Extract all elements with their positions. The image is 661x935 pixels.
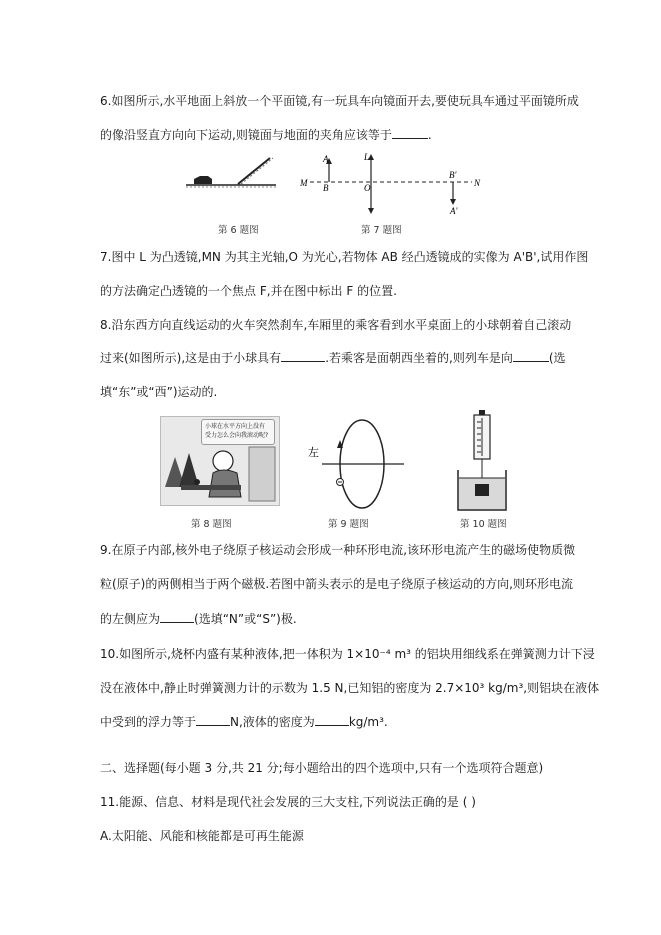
answer-blank bbox=[281, 350, 325, 362]
answer-blank bbox=[513, 350, 549, 362]
answer-blank bbox=[392, 127, 428, 139]
table-surface bbox=[181, 485, 241, 490]
passenger-body bbox=[209, 470, 241, 497]
figure-7-lens-diagram bbox=[296, 150, 486, 220]
plane-mirror bbox=[238, 158, 270, 184]
scale-hook-top bbox=[479, 410, 485, 415]
figure-10-spring-scale-beaker bbox=[452, 410, 512, 516]
q8-line-2: 过来(如图所示),这是由于小球具有 .若乘客是面朝西坐着的,则列车是向 (选 bbox=[100, 351, 566, 365]
label-N: N bbox=[474, 178, 481, 188]
mirror-back-hatch bbox=[241, 158, 273, 184]
figure-6-caption: 第 6 题图 bbox=[218, 225, 259, 236]
label-A: A bbox=[323, 154, 329, 164]
answer-blank bbox=[315, 714, 349, 726]
label-O: O bbox=[364, 183, 371, 193]
q9-line-2: 粒(原子)的两侧相当于两个磁极.若图中箭头表示的是电子绕原子核运动的方向,则环形电流 bbox=[100, 577, 573, 591]
q8-line-3: 填“东”或“西”)运动的. bbox=[100, 385, 218, 399]
figure-9-caption: 第 9 题图 bbox=[328, 519, 369, 530]
image-arrow-head bbox=[450, 199, 456, 205]
aluminum-block bbox=[475, 484, 489, 496]
q6-line-2: 的像沿竖直方向向下运动,则镜面与地面的夹角应该等于 . bbox=[100, 128, 432, 142]
figure-7-caption: 第 7 题图 bbox=[361, 225, 402, 236]
q10-line-2: 没在液体中,静止时弹簧测力计的示数为 1.5 N,已知铝的密度为 2.7×10³ kg/m³,则铝块在液体 bbox=[100, 681, 600, 695]
section-2-heading: 二、选择题(每小题 3 分,共 21 分;每小题给出的四个选项中,只有一个选项符合题意) bbox=[100, 761, 544, 775]
label-L: L bbox=[364, 152, 370, 162]
q6-line-1: 6.如图所示,水平地面上斜放一个平面镜,有一玩具车向镜面开去,要使玩具车通过平面镜所成 bbox=[100, 94, 579, 108]
q9-line-1: 9.在原子内部,核外电子绕原子核运动会形成一种环形电流,该环形电流产生的磁场使物质微 bbox=[100, 543, 576, 557]
q10-line-1: 10.如图所示,烧杯内盛有某种液体,把一体积为 1×10⁻⁴ m³ 的铝块用细线系在弹簧测力计下浸 bbox=[100, 647, 595, 661]
q7-line-1: 7.图中 L 为凸透镜,MN 为其主光轴,O 为光心,若物体 AB 经凸透镜成的实像为 A'B',试用作图 bbox=[100, 250, 589, 264]
figure-10-caption: 第 10 题图 bbox=[460, 519, 507, 530]
ball bbox=[194, 479, 200, 485]
q8-line-1: 8.沿东西方向直线运动的火车突然刹车,车厢里的乘客看到水平桌面上的小球朝着自己滚动 bbox=[100, 318, 572, 332]
q11-stem: 11.能源、信息、材料是现代社会发展的三大支柱,下列说法正确的是 ( ) bbox=[100, 795, 476, 809]
figure-6-mirror-diagram bbox=[186, 155, 276, 191]
figure-8-caption: 第 8 题图 bbox=[191, 519, 232, 530]
label-B-prime: B' bbox=[449, 170, 457, 180]
toy-car-shape bbox=[194, 176, 212, 184]
q6-line-2-text: 的像沿竖直方向向下运动,则镜面与地面的夹角应该等于 bbox=[100, 128, 392, 142]
figure-9-electron-orbit bbox=[306, 418, 406, 514]
label-B: B bbox=[323, 183, 329, 193]
answer-blank bbox=[196, 714, 230, 726]
q11-option-a: A.太阳能、风能和核能都是可再生能源 bbox=[100, 829, 304, 843]
label-A-prime: A' bbox=[450, 206, 458, 216]
passenger-head bbox=[213, 451, 233, 471]
q10-line-3: 中受到的浮力等于 N,液体的密度为 kg/m³. bbox=[100, 715, 388, 729]
speech-bubble: 小球在水平方向上没有 受力怎么会向我滚动呢? bbox=[201, 419, 275, 445]
left-label: 左 bbox=[308, 446, 319, 459]
lens-bottom-arrow bbox=[368, 208, 374, 214]
q9-line-3: 的左侧应为 (选填“N”或“S”)极. bbox=[100, 612, 297, 626]
figure-8-train-scene bbox=[160, 416, 280, 506]
answer-blank bbox=[160, 611, 194, 623]
scene-illustration bbox=[161, 417, 279, 505]
label-M: M bbox=[300, 178, 308, 188]
window-frame bbox=[249, 447, 275, 501]
q7-line-2: 的方法确定凸透镜的一个焦点 F,并在图中标出 F 的位置. bbox=[100, 284, 397, 298]
